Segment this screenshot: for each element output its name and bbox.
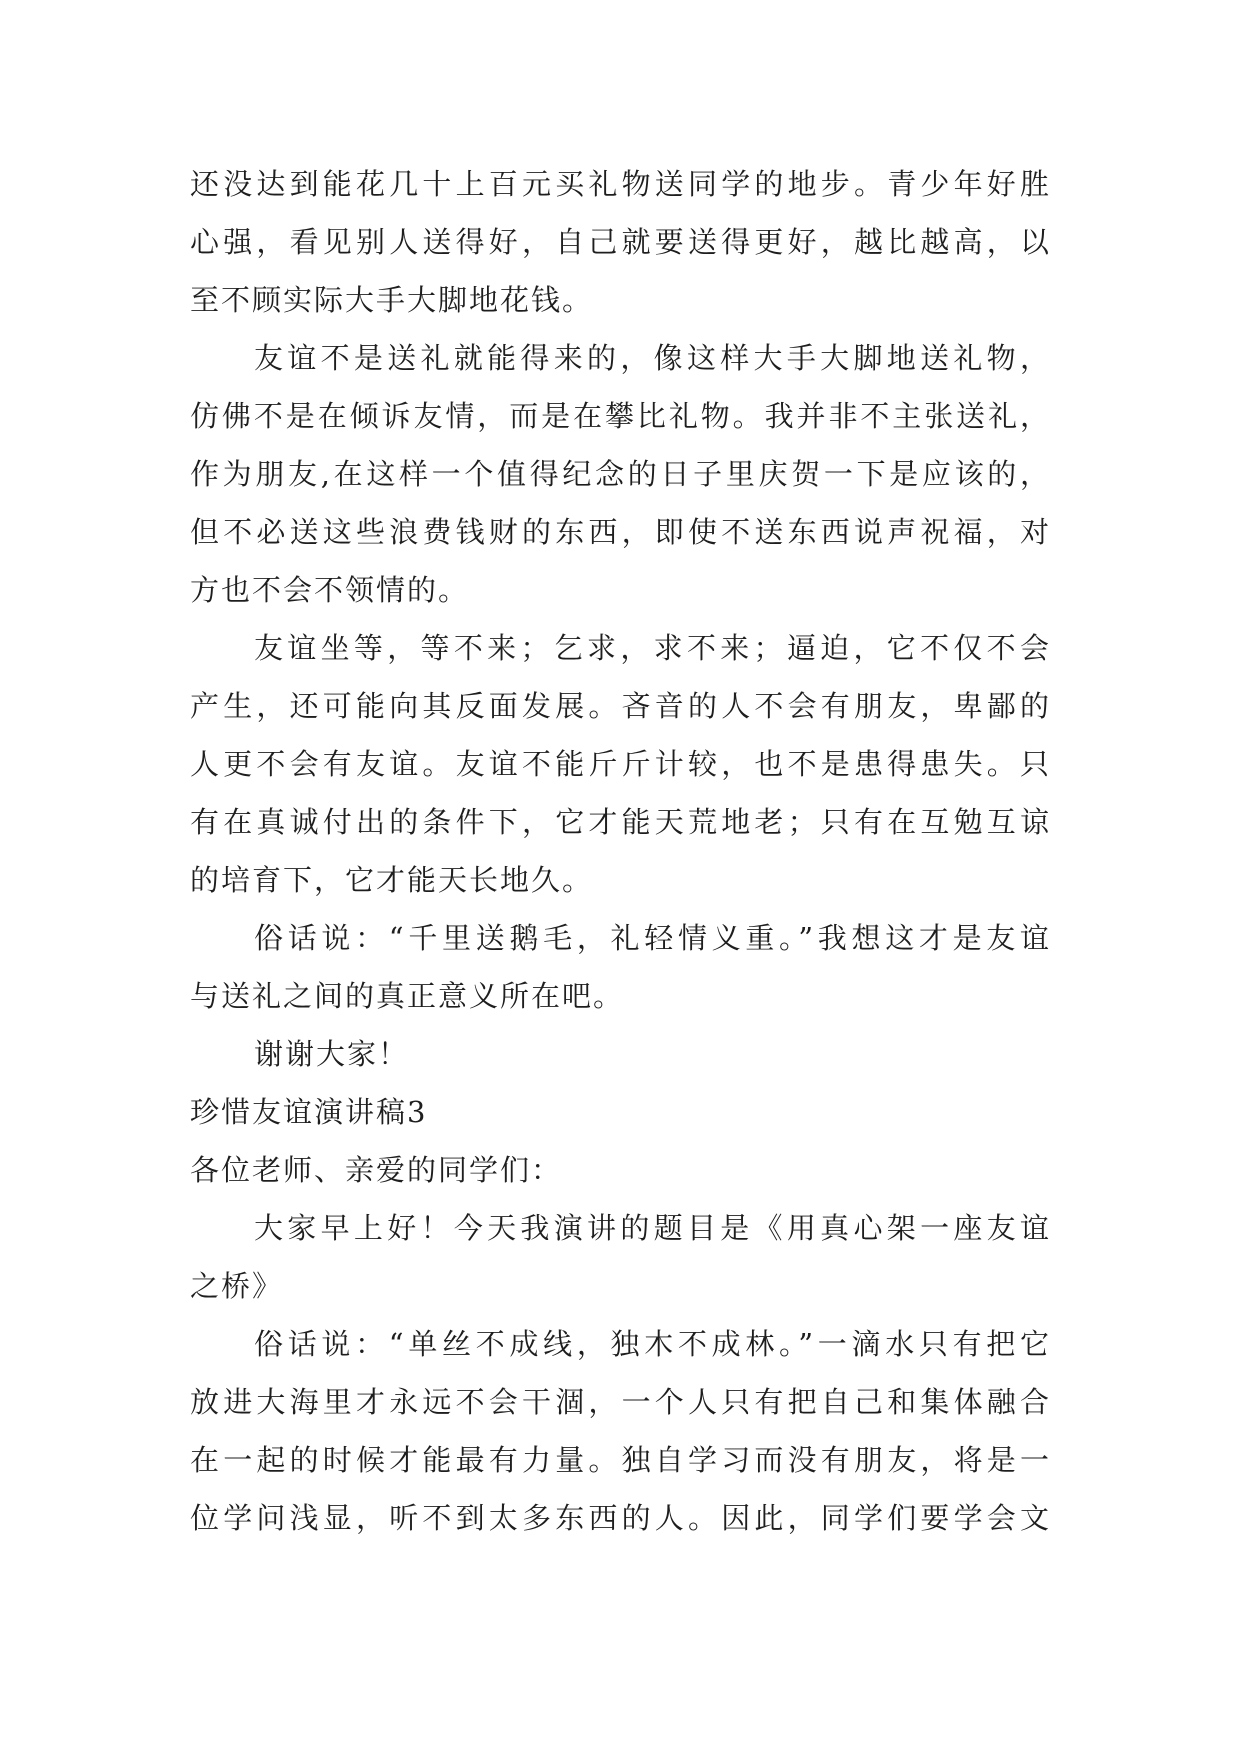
text-line: 的培育下，它才能天长地久。 [190, 863, 594, 897]
text-line: 作为朋友,在这样一个值得纪念的日子里庆贺一下是应该的， [190, 457, 1051, 491]
text-line: 在一起的时候才能最有力量。独自学习而没有朋友，将是一 [190, 1443, 1051, 1477]
paragraph-start-line: 俗话说：“千里送鹅毛，礼轻情义重。”我想这才是友谊 [254, 921, 1051, 955]
document-body [190, 155, 1051, 1547]
section-title: 珍惜友谊演讲稿3 [190, 1095, 428, 1129]
salutation: 各位老师、亲爱的同学们： [190, 1153, 563, 1187]
paragraph-start-line: 俗话说：“单丝不成线，独木不成林。”一滴水只有把它 [254, 1327, 1051, 1361]
paragraph-start-line: 大家早上好！今天我演讲的题目是《用真心架一座友谊 [254, 1211, 1051, 1245]
text-line: 心强，看见别人送得好，自己就要送得更好，越比越高，以 [190, 225, 1051, 259]
text-line: 位学问浅显，听不到太多东西的人。因此，同学们要学会文 [190, 1501, 1051, 1535]
text-line: 还没达到能花几十上百元买礼物送同学的地步。青少年好胜 [190, 167, 1051, 201]
text-line: 放进大海里才永远不会干涸，一个人只有把自己和集体融合 [190, 1385, 1051, 1419]
text-line: 方也不会不领情的。 [190, 573, 470, 607]
text-line: 之桥》 [190, 1269, 284, 1303]
text-line: 但不必送这些浪费钱财的东西，即使不送东西说声祝福，对 [190, 515, 1051, 549]
text-line: 至不顾实际大手大脚地花钱。 [190, 283, 594, 317]
closing-line: 谢谢大家！ [254, 1037, 410, 1071]
paragraph-start-line: 友谊坐等，等不来；乞求，求不来；逼迫，它不仅不会 [254, 631, 1051, 665]
text-line: 人更不会有友谊。友谊不能斤斤计较，也不是患得患失。只 [190, 747, 1051, 781]
text-line: 产生，还可能向其反面发展。吝音的人不会有朋友，卑鄙的 [190, 689, 1051, 723]
text-line: 仿佛不是在倾诉友情，而是在攀比礼物。我并非不主张送礼， [190, 399, 1051, 433]
text-line: 有在真诚付出的条件下，它才能天荒地老；只有在互勉互谅 [190, 805, 1051, 839]
paragraph-start-line: 友谊不是送礼就能得来的，像这样大手大脚地送礼物， [254, 341, 1051, 375]
text-line: 与送礼之间的真正意义所在吧。 [190, 979, 625, 1013]
